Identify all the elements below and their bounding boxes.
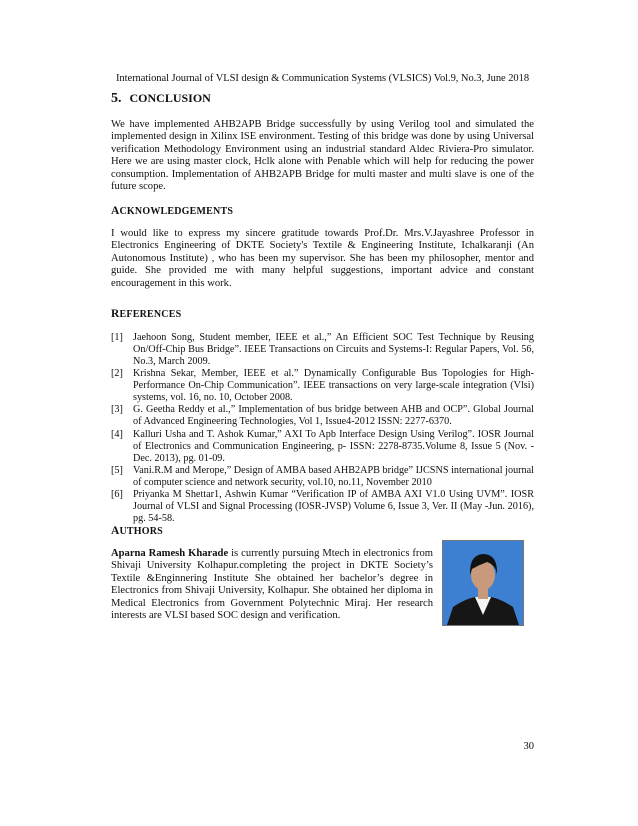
reference-item <box>111 404 534 428</box>
author-bio-text: is currently pursuing Mtech in electronics from Shivaji University Kolhapur.completing the project in DKTE Society’s Textile &Enginnering Institute She obtained her bachelor’s degree in Electronics from Shivaji University, Kolhapur. She obtained her diploma in Medical Electronics from Government Polytechnic Miraj. Her research interests are VLSI based SOC design and verification. <box>111 548 433 622</box>
section-title: CONCLUSION <box>129 91 211 105</box>
heading-initial: A <box>111 205 120 217</box>
author-name: Aparna Ramesh Kharade <box>111 548 229 559</box>
author-photo <box>442 540 524 626</box>
section-number: 5. <box>111 91 122 106</box>
reference-list <box>111 332 534 526</box>
reference-item <box>111 489 534 525</box>
reference-text: Priyanka M Shettar1, Ashwin Kumar “Verification IP of AMBA AXI V1.0 Using UVM”. IOSR Journal of VLSI and Signal Processing (IOSR-JVSP) Volume 6, Issue 3, Ver. II (May -Jun. 2016), pg. 54-58. <box>133 489 534 525</box>
reference-number: [5] <box>111 464 123 476</box>
reference-number: [4] <box>111 428 123 440</box>
reference-item <box>111 332 534 368</box>
references-heading <box>111 308 181 320</box>
reference-item <box>111 429 534 465</box>
heading-initial: A <box>111 525 120 537</box>
reference-text: G. Geetha Reddy et al.,” Implementation of bus bridge between AHB and OCP”. Global Journal of Advanced Engineering Technologies, Vol 1, Issue4-2012 ISSN: 2277-6370. <box>133 404 534 428</box>
reference-text: Krishna Sekar, Member, IEEE et al.” Dynamically Configurable Bus Topologies for High-Performance On-Chip Communication”. IEEE transactions on very large-scale integration (Vlsi) systems, vol. 16, no. 10, October 2008. <box>133 368 534 404</box>
reference-text: Kalluri Usha and T. Ashok Kumar,” AXI To Apb Interface Design Using Verilog”. IOSR Journal of Electronics and Communication Engineering, p- ISSN: 2278-8735.Volume 8, Issue 5 (Nov. - Dec. 2013), pg. 01-09. <box>133 428 534 464</box>
author-portrait-image <box>443 541 523 625</box>
page-number: 30 <box>523 741 534 752</box>
conclusion-paragraph: We have implemented AHB2APB Bridge successfully by using Verilog tool and simulated the implemented design in Xilinx ISE environment. Testing of this bridge was done by using Universal verification Methodology Environment using an industrial standard Aldec Riviera-Pro simulator. Here we are using master clock, Hclk alone with Penable which will help for reducing the power consumption. Implementation of AHB2APB Bridge for multi master and multi slave is one of the future scope. <box>111 119 534 193</box>
authors-heading <box>111 525 163 537</box>
author-bio <box>111 548 433 622</box>
reference-item <box>111 368 534 404</box>
reference-number: [2] <box>111 368 123 380</box>
running-header: International Journal of VLSI design & Communication Systems (VLSICS) Vol.9, No.3, June 2018 <box>115 73 530 84</box>
conclusion-heading <box>111 91 211 107</box>
reference-number: [6] <box>111 489 123 501</box>
reference-item <box>111 465 534 489</box>
reference-text: Jaehoon Song, Student member, IEEE et al.,” An Efficient SOC Test Technique by Reusing On/Off-Chip Bus Bridge”. IEEE Transactions on Circuits and Systems-I: Regular Papers, Vol. 56, No.3, March 2009. <box>133 332 534 367</box>
reference-number: [1] <box>111 332 123 343</box>
heading-rest: CKNOWLEDGEMENTS <box>119 206 234 217</box>
acknowledgements-heading <box>111 205 233 217</box>
reference-text: Vani.R.M and Merope,” Design of AMBA based AHB2APB bridge” IJCSNS international journal of computer science and network security, vol.10, no.11, November 2010 <box>133 464 534 488</box>
heading-rest: UTHORS <box>119 526 163 537</box>
acknowledgements-paragraph: I would like to express my sincere gratitude towards Prof.Dr. Mrs.V.Jayashree Professor in Electronics Engineering of DKTE Society's Textile & Engineering Institute, Ichalkaranji (An Autonomous Institute) , who has been my supervisor. She has been my philosopher, mentor and guide. She provided me with many helpful suggestions, important advice and constant encouragement in this work. <box>111 228 534 289</box>
heading-rest: EFERENCES <box>119 309 182 320</box>
reference-number: [3] <box>111 404 123 416</box>
heading-initial: R <box>111 308 120 320</box>
